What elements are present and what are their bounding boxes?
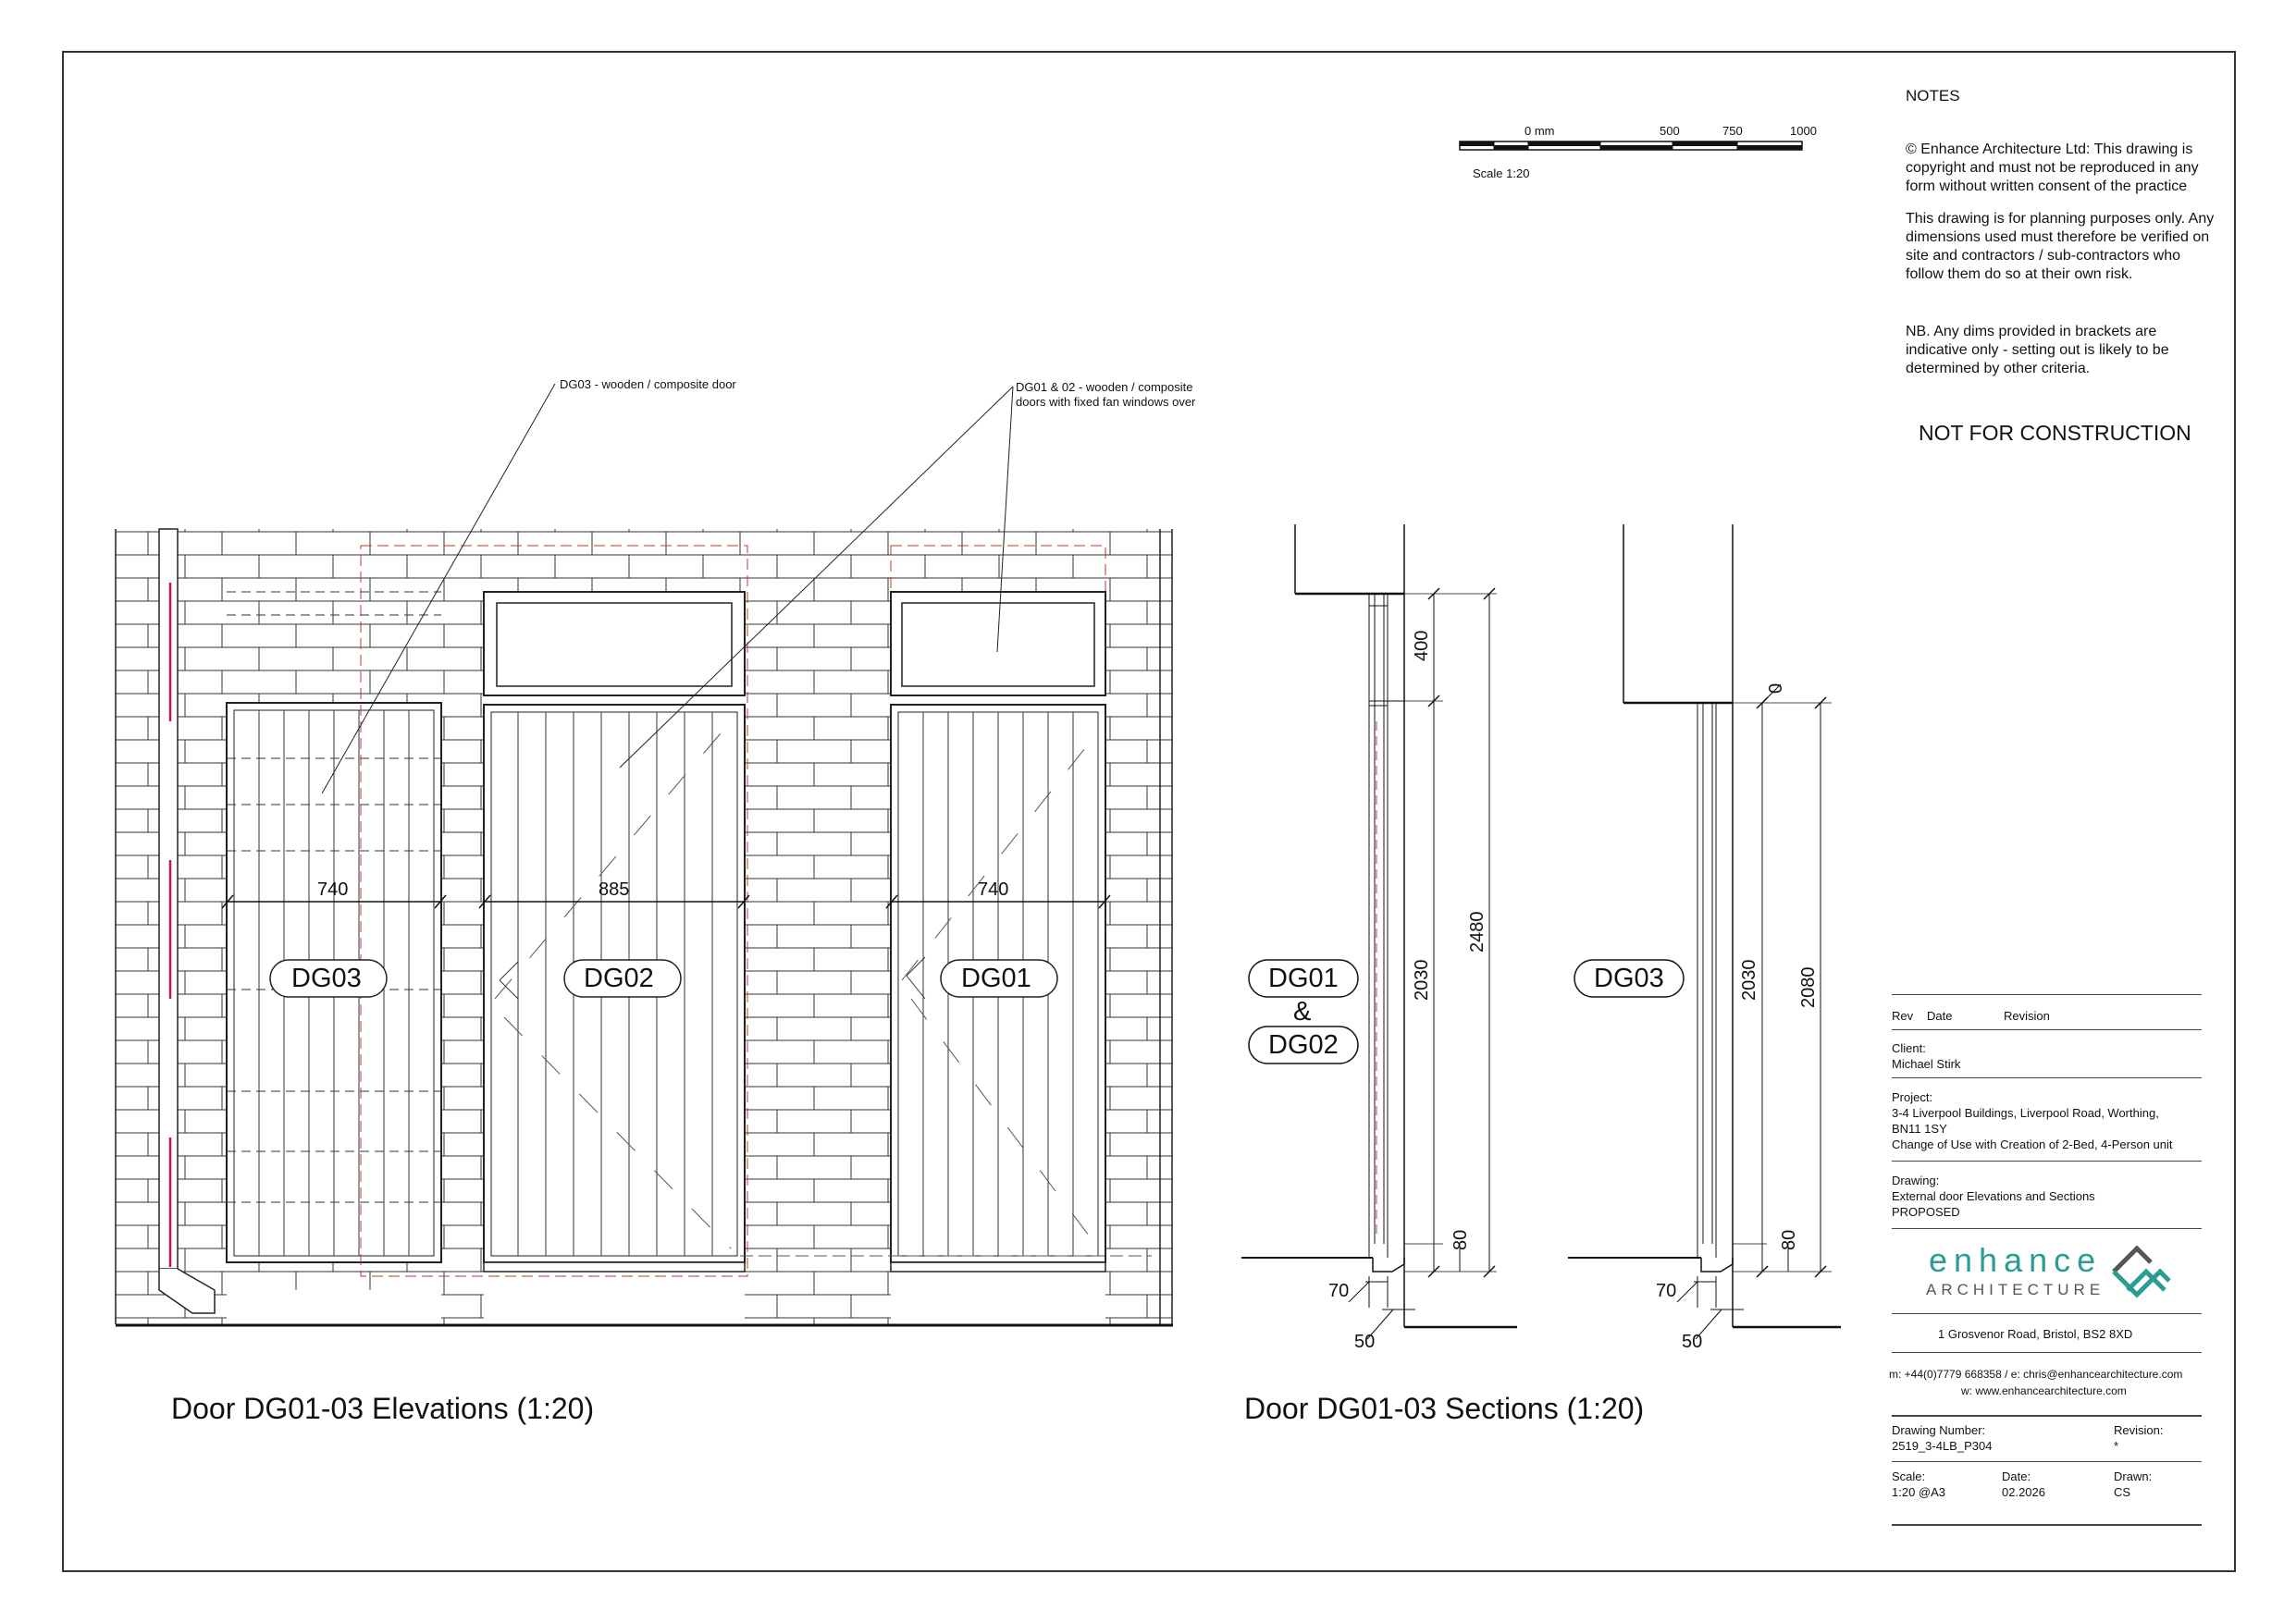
callout-dg0102-line2: doors with fixed fan windows over [1016,395,1196,409]
note-nb: NB. Any dims provided in brackets are indicative only - setting out is likely to be determined by other criteria. [1906,324,2169,376]
tag-dg02: DG02 [584,964,654,993]
drawing-number: 2519_3-4LB_P304 [1892,1439,1993,1453]
enhance-logo-mark [2114,1248,2169,1295]
tb-divider [1892,1415,2202,1417]
tb-divider [1892,1313,2202,1314]
dim-a-2480: 2480 [1467,911,1487,953]
tag-dg01: DG01 [961,964,1031,993]
scale-label: Scale: [1892,1469,1926,1483]
revision-label: Revision: [2114,1423,2164,1437]
note-copyright: © Enhance Architecture Ltd: This drawing is copyright and must not be reproduced in any form without written consent of the practice [1906,141,2199,194]
tb-divider [1892,1161,2202,1162]
dim-b-0: 0 [1766,682,1786,694]
dim-a-400: 400 [1412,630,1432,661]
tb-divider [1892,1352,2202,1353]
dim-dg01-width: 740 [978,879,1009,900]
tag-dg03: DG03 [291,964,362,993]
scale-caption: Scale 1:20 [1473,166,1530,180]
dim-b-50: 50 [1682,1332,1703,1352]
dim-a-80: 80 [1450,1229,1471,1250]
callout-dg0102-line1: DG01 & 02 - wooden / composite [1016,380,1193,394]
logo-wordmark: enhance [1929,1241,2103,1279]
tb-divider [1892,1077,2202,1078]
tb-divider [1892,1228,2202,1229]
project-line1: 3-4 Liverpool Buildings, Liverpool Road, Worthing, [1892,1106,2159,1120]
scale-bar [1460,141,1802,150]
notes-heading: NOTES [1906,87,1960,105]
section-tag-dg03: DG03 [1594,964,1664,993]
date-value: 02.2026 [2002,1485,2045,1499]
drawing-line2: PROPOSED [1892,1205,1960,1219]
elevation-title: Door DG01-03 Elevations (1:20) [171,1392,595,1425]
status-not-for-construction: NOT FOR CONSTRUCTION [1919,421,2191,445]
contact-line: m: +44(0)7779 668358 / e: chris@enhancearchitecture.com [1889,1368,2183,1381]
callout-dg03: DG03 - wooden / composite door [560,377,736,391]
project-label: Project: [1892,1090,1933,1104]
scale-label-500: 500 [1660,124,1680,138]
project-line2: BN11 1SY [1892,1122,1947,1136]
tb-divider [1892,1524,2202,1526]
drawing-label: Drawing: [1892,1174,1940,1187]
tb-divider [1892,994,2202,995]
project-line3: Change of Use with Creation of 2-Bed, 4-Person unit [1892,1137,2173,1151]
scale-value: 1:20 @A3 [1892,1485,1946,1499]
dim-b-2080: 2080 [1798,966,1819,1008]
office-address: 1 Grosvenor Road, Bristol, BS2 8XD [1938,1327,2133,1341]
dim-dg02-width: 885 [599,879,630,900]
drawing-line1: External door Elevations and Sections [1892,1189,2095,1203]
dim-b-2030: 2030 [1739,959,1759,1001]
section-tag-amp: & [1293,997,1312,1027]
tb-divider [1892,1029,2202,1030]
note-planning: This drawing is for planning purposes only. Any dimensions used must therefore be verified on site and contractors / sub-contractors who follow them do so at their own risk. [1906,211,2215,282]
rev-col-revision: Revision [2004,1009,2050,1023]
dim-b-80: 80 [1779,1229,1799,1250]
scale-label-1000: 1000 [1790,124,1817,138]
dim-b-70: 70 [1656,1281,1677,1301]
drawing-number-label: Drawing Number: [1892,1423,1986,1437]
sections-title: Door DG01-03 Sections (1:20) [1244,1392,1645,1425]
web-line: w: www.enhancearchitecture.com [1961,1384,2127,1397]
dim-a-2030: 2030 [1412,959,1432,1001]
section-b-drawing [1568,524,1841,1339]
dim-dg03-width: 740 [317,879,349,900]
tb-divider [1892,1461,2202,1462]
logo-subtitle: ARCHITECTURE [1926,1281,2105,1298]
dim-a-50: 50 [1354,1332,1376,1352]
dim-a-70: 70 [1328,1281,1350,1301]
elevation-drawing [116,384,1173,1325]
scale-label-750: 750 [1722,124,1743,138]
client-name: Michael Stirk [1892,1057,1961,1071]
drawn-value: CS [2114,1485,2131,1499]
revision-value: * [2114,1439,2119,1453]
client-label: Client: [1892,1041,1926,1055]
drawn-label: Drawn: [2114,1469,2153,1483]
scale-label-0: 0 mm [1524,124,1555,138]
rev-col-date: Date [1927,1009,1953,1023]
section-tag-dg01: DG01 [1268,964,1339,993]
section-tag-dg02: DG02 [1268,1030,1339,1060]
rev-col-rev: Rev [1892,1009,1914,1023]
date-label: Date: [2002,1469,2031,1483]
